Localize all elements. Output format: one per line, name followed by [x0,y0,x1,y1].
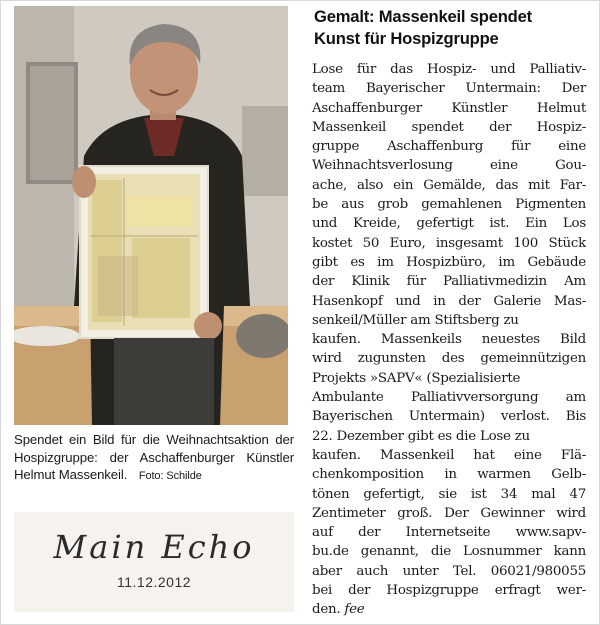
body-line: der Klinik für Palliativmedizin Am [312,274,586,290]
newspaper-logo-block [14,512,294,612]
author-signature: fee [344,602,365,618]
article-headline [314,6,594,50]
photo-credit: Foto: Schilde [138,470,202,482]
body-line: be aus grob gemahlenen Pigmenten [312,197,586,213]
caption-text: Spendet ein Bild für die Weihnachtsaktion der Hospizgruppe: der Aschaffenburger Künstler Helmut Massenkeil. [14,432,294,482]
body-line: Zentimeter groß. Der Gewinner wird [312,505,586,521]
body-line: chenkomposition in warmen Gelb- [312,467,586,483]
body-line: auf der Internetseite www.sapv- [312,525,586,541]
body-line: und Kreide, gefertigt ist. Ein Los [312,216,586,232]
body-line: Ambulante Palliativversorgung am [312,390,586,406]
article-photo [14,6,288,425]
publication-date: 11.12.2012 [116,574,192,590]
body-line: Massenkeil spendet der Hospiz- [312,119,586,135]
body-line: bu.de genannt, die Losnummer kann [312,544,586,560]
newspaper-name: Main Echo [53,528,255,566]
body-line: Weihnachtsverlosung eine Gou- [312,158,586,174]
body-line: wird zugunsten des gemeinnützigen [312,351,586,367]
body-line: Aschaffenburger Künstler Helmut [312,100,586,116]
body-line-end: den. [312,602,341,618]
body-line: team Bayerischer Untermain: Der [312,81,586,97]
body-line: Hasenkopf und in der Galerie Mas- [312,293,586,309]
body-line: Bayerischen Untermain) verlost. Bis [312,409,586,425]
photo-caption [14,431,294,486]
headline-line: Gemalt: Massenkeil spendet [314,7,532,26]
body-line: gibt es im Hospizbüro, im Gebäude [312,254,586,270]
body-line: aber auch unter Tel. 06021/980055 [312,563,586,579]
body-line: Projekts »SAPV« (Spezialisierte [312,370,521,386]
body-line: kaufen. Massenkeils neuestes Bild [312,332,586,348]
body-line: bei der Hospizgruppe erfragt wer- [312,583,586,599]
body-line: kostet 50 Euro, insgesamt 100 Stück [312,235,586,251]
body-line: senkeil/Müller am Stiftsberg zu [312,312,519,328]
body-line: tönen gefertigt, sie ist 34 mal 47 [312,486,586,502]
article-body [312,60,586,620]
photo-illustration [14,6,288,425]
body-line-last [312,600,586,619]
body-line: kaufen. Massenkeil hat eine Flä- [312,447,586,463]
headline-line: Kunst für Hospizgruppe [314,29,499,48]
body-line: Lose für das Hospiz- und Palliativ- [312,62,586,77]
body-line: 22. Dezember gibt es die Lose zu [312,428,530,444]
body-line: gruppe Aschaffenburg für eine [312,139,586,155]
body-line: ache, also ein Gemälde, das mit Far- [312,177,586,193]
